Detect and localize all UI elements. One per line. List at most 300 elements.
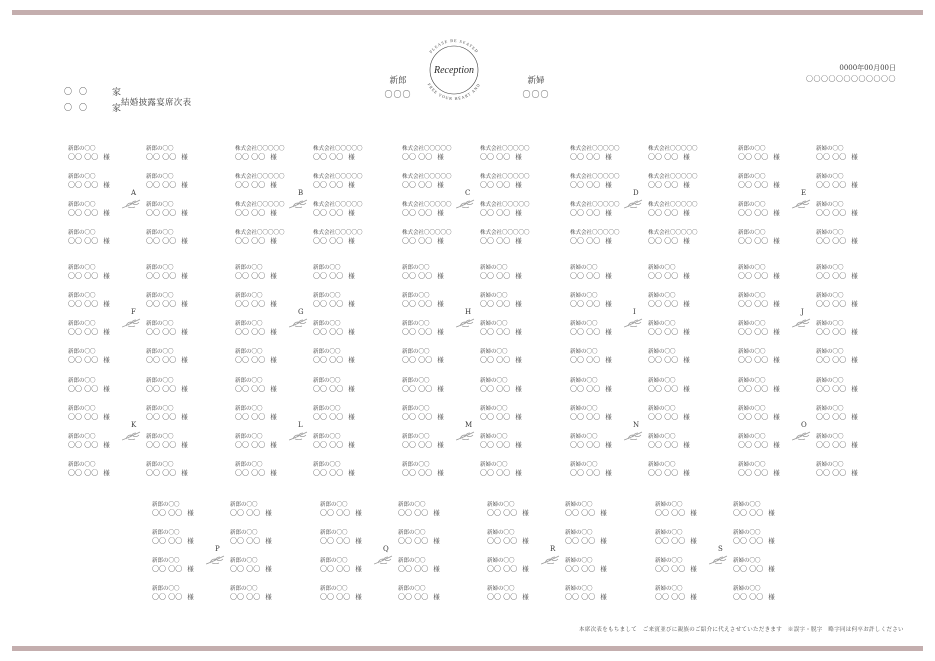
guest-seat	[68, 379, 110, 393]
guest-relation: 新郎の〇〇	[738, 230, 766, 236]
guest-relation: 新郎の〇〇	[152, 502, 180, 508]
guest-name-text: 〇〇 〇〇	[738, 440, 769, 449]
guest-seat	[655, 559, 697, 573]
guest-name-text: 〇〇 〇〇	[146, 440, 177, 449]
guest-seat	[235, 266, 277, 280]
guest-name	[570, 238, 620, 245]
guest-name-text: 〇〇 〇〇	[146, 355, 177, 364]
guest-honorific: 様	[270, 271, 277, 280]
guest-name	[146, 154, 188, 161]
guest-name-text: 〇〇 〇〇	[738, 152, 769, 161]
guest-name	[487, 538, 529, 545]
guest-name-text: 〇〇 〇〇	[230, 592, 261, 601]
groom-block	[384, 74, 412, 100]
table-label: F	[131, 308, 136, 316]
guest-seat	[398, 559, 440, 573]
guest-name	[313, 357, 355, 364]
guest-relation: 新郎の〇〇	[738, 202, 766, 208]
guest-seat	[235, 147, 285, 161]
guest-honorific: 様	[690, 508, 697, 517]
guest-seat	[402, 407, 444, 421]
guest-name	[68, 442, 110, 449]
guest-relation: 新婦の〇〇	[816, 174, 844, 180]
guest-relation: 株式会社〇〇〇〇〇	[313, 202, 363, 208]
guest-seat	[68, 435, 110, 449]
guest-relation: 新郎の〇〇	[738, 174, 766, 180]
guest-seat	[738, 203, 780, 217]
guest-relation: 新郎の〇〇	[68, 265, 96, 271]
guest-name	[68, 301, 110, 308]
guest-relation: 新郎の〇〇	[146, 406, 174, 412]
guest-seat	[480, 350, 522, 364]
guest-name	[320, 510, 362, 517]
guest-relation: 新郎の〇〇	[402, 378, 430, 384]
wedding-date: 0000年00月00日	[839, 64, 896, 72]
guest-name	[480, 329, 522, 336]
guest-seat	[655, 531, 697, 545]
guest-honorific: 様	[683, 468, 690, 477]
guest-relation: 新郎の〇〇	[146, 174, 174, 180]
guest-name	[655, 566, 697, 573]
guest-seat	[733, 531, 775, 545]
guest-name-text: 〇〇 〇〇	[398, 508, 429, 517]
guest-seat	[648, 407, 690, 421]
guest-name-text: 〇〇 〇〇	[68, 355, 99, 364]
guest-name-text: 〇〇 〇〇	[487, 564, 518, 573]
guest-honorific: 様	[265, 536, 272, 545]
guest-honorific: 様	[515, 299, 522, 308]
logo-ring-top-text: PLEASE BE SEATED	[428, 37, 480, 55]
guest-honorific: 様	[773, 355, 780, 364]
guest-relation: 新婦の〇〇	[816, 378, 844, 384]
guest-name	[570, 329, 612, 336]
guest-honorific: 様	[270, 440, 277, 449]
guest-seat	[235, 435, 277, 449]
guest-relation: 新郎の〇〇	[68, 406, 96, 412]
guest-honorific: 様	[773, 468, 780, 477]
guest-seat	[230, 559, 272, 573]
guest-name-text: 〇〇 〇〇	[152, 592, 183, 601]
guest-honorific: 様	[103, 299, 110, 308]
guest-honorific: 様	[851, 468, 858, 477]
guest-name	[487, 594, 529, 601]
table-label: L	[298, 421, 303, 429]
guest-name-text: 〇〇 〇〇	[68, 208, 99, 217]
guest-relation: 新婦の〇〇	[816, 321, 844, 327]
guest-seat	[313, 350, 355, 364]
guest-name-text: 〇〇 〇〇	[230, 564, 261, 573]
guest-honorific: 様	[437, 152, 444, 161]
guest-honorific: 様	[773, 208, 780, 217]
guest-relation: 新郎の〇〇	[398, 586, 426, 592]
guest-name	[648, 238, 698, 245]
guest-relation: 新婦の〇〇	[816, 230, 844, 236]
guest-name	[733, 538, 775, 545]
guest-name-text: 〇〇 〇〇	[480, 384, 511, 393]
footer-note: 本席次表をもちまして ご来賓並びに親族のご紹介に代えさせていただきます ※誤字・脱字 略字同は何卒お許しください	[579, 627, 904, 633]
guest-seat	[816, 350, 858, 364]
leaf-ornament-icon	[792, 431, 812, 443]
guest-seat	[480, 407, 522, 421]
guest-name	[402, 414, 444, 421]
guest-name	[230, 510, 272, 517]
guest-name-text: 〇〇 〇〇	[648, 440, 679, 449]
guest-name-text: 〇〇 〇〇	[235, 412, 266, 421]
guest-honorific: 様	[773, 299, 780, 308]
guest-name-text: 〇〇 〇〇	[816, 468, 847, 477]
guest-seat	[402, 294, 444, 308]
guest-name-text: 〇〇 〇〇	[313, 208, 344, 217]
guest-name-text: 〇〇 〇〇	[402, 327, 433, 336]
guest-name	[235, 386, 277, 393]
guest-seat	[235, 350, 277, 364]
guest-relation: 新郎の〇〇	[235, 434, 263, 440]
guest-name-text: 〇〇 〇〇	[313, 440, 344, 449]
guest-relation: 株式会社〇〇〇〇〇	[570, 202, 620, 208]
guest-name	[655, 538, 697, 545]
guest-name	[648, 470, 690, 477]
guest-name-text: 〇〇 〇〇	[402, 299, 433, 308]
table-label: N	[633, 421, 640, 429]
guest-relation: 新婦の〇〇	[565, 502, 593, 508]
guest-honorific: 様	[605, 355, 612, 364]
guest-honorific: 様	[437, 440, 444, 449]
guest-seat	[313, 266, 355, 280]
leaf-ornament-icon	[289, 318, 309, 330]
guest-seat	[816, 147, 858, 161]
guest-name-text: 〇〇 〇〇	[480, 180, 511, 189]
guest-relation: 新婦の〇〇	[480, 349, 508, 355]
table-label: K	[131, 421, 137, 429]
guest-relation: 新郎の〇〇	[398, 530, 426, 536]
guest-name-text: 〇〇 〇〇	[402, 384, 433, 393]
guest-name-text: 〇〇 〇〇	[648, 355, 679, 364]
guest-relation: 新郎の〇〇	[402, 293, 430, 299]
guest-name	[146, 470, 188, 477]
guest-relation: 株式会社〇〇〇〇〇	[235, 146, 285, 152]
guest-name	[68, 210, 110, 217]
guest-name-text: 〇〇 〇〇	[648, 271, 679, 280]
guest-relation: 新婦の〇〇	[487, 502, 515, 508]
guest-seat	[68, 322, 110, 336]
guest-name	[146, 442, 188, 449]
guest-honorific: 様	[851, 208, 858, 217]
guest-name-text: 〇〇 〇〇	[648, 208, 679, 217]
guest-name-text: 〇〇 〇〇	[816, 271, 847, 280]
guest-name-text: 〇〇 〇〇	[152, 564, 183, 573]
guest-honorific: 様	[515, 355, 522, 364]
guest-honorific: 様	[181, 299, 188, 308]
leaf-ornament-icon	[792, 199, 812, 211]
guest-name	[738, 301, 780, 308]
guest-seat	[480, 175, 530, 189]
guest-seat	[146, 435, 188, 449]
guest-seat	[816, 203, 858, 217]
guest-name	[152, 566, 194, 573]
guest-seat	[480, 435, 522, 449]
guest-name	[648, 210, 698, 217]
guest-name	[816, 442, 858, 449]
guest-honorific: 様	[851, 236, 858, 245]
guest-seat	[655, 503, 697, 517]
guest-name	[480, 357, 522, 364]
guest-name-text: 〇〇 〇〇	[648, 299, 679, 308]
guest-honorific: 様	[433, 536, 440, 545]
guest-honorific: 様	[433, 564, 440, 573]
guest-relation: 新婦の〇〇	[570, 378, 598, 384]
guest-name-text: 〇〇 〇〇	[146, 236, 177, 245]
guest-name	[570, 357, 612, 364]
guest-honorific: 様	[270, 152, 277, 161]
leaf-ornament-icon	[709, 555, 729, 567]
table-label: G	[298, 308, 304, 316]
guest-honorific: 様	[515, 468, 522, 477]
family-name: 〇〇	[64, 102, 94, 112]
guest-name-text: 〇〇 〇〇	[402, 412, 433, 421]
guest-relation: 新婦の〇〇	[480, 462, 508, 468]
guest-name	[816, 414, 858, 421]
guest-name-text: 〇〇 〇〇	[565, 564, 596, 573]
guest-seat	[146, 294, 188, 308]
guest-seat	[313, 322, 355, 336]
guest-honorific: 様	[522, 536, 529, 545]
guest-honorific: 様	[437, 299, 444, 308]
guest-name	[738, 357, 780, 364]
guest-honorific: 様	[768, 592, 775, 601]
guest-name-text: 〇〇 〇〇	[230, 536, 261, 545]
guest-seat	[565, 559, 607, 573]
guest-seat	[648, 231, 698, 245]
guest-honorific: 様	[181, 468, 188, 477]
guest-name	[313, 442, 355, 449]
guest-honorific: 様	[773, 384, 780, 393]
guest-name	[402, 273, 444, 280]
guest-name-text: 〇〇 〇〇	[313, 152, 344, 161]
guest-honorific: 様	[181, 327, 188, 336]
guest-name	[402, 210, 452, 217]
guest-relation: 新婦の〇〇	[738, 265, 766, 271]
family-names	[64, 83, 121, 115]
guest-honorific: 様	[181, 236, 188, 245]
leaf-ornament-icon	[792, 318, 812, 330]
guest-name-text: 〇〇 〇〇	[235, 299, 266, 308]
guest-name	[648, 154, 698, 161]
guest-seat	[565, 531, 607, 545]
guest-honorific: 様	[605, 327, 612, 336]
guest-name	[68, 182, 110, 189]
top-border-bar	[12, 10, 923, 15]
bride-name: 〇〇〇	[522, 90, 550, 99]
guest-name-text: 〇〇 〇〇	[68, 152, 99, 161]
guest-name-text: 〇〇 〇〇	[235, 152, 266, 161]
guest-name-text: 〇〇 〇〇	[738, 355, 769, 364]
guest-relation: 株式会社〇〇〇〇〇	[648, 146, 698, 152]
family-suffix: 家	[112, 103, 122, 114]
guest-name-text: 〇〇 〇〇	[320, 564, 351, 573]
guest-name-text: 〇〇 〇〇	[68, 271, 99, 280]
leaf-ornament-icon	[122, 318, 142, 330]
guest-honorific: 様	[348, 468, 355, 477]
guest-name-text: 〇〇 〇〇	[402, 355, 433, 364]
guest-seat	[816, 266, 858, 280]
guest-relation: 新婦の〇〇	[816, 434, 844, 440]
guest-relation: 株式会社〇〇〇〇〇	[570, 230, 620, 236]
guest-relation: 新郎の〇〇	[235, 378, 263, 384]
guest-name-text: 〇〇 〇〇	[733, 508, 764, 517]
guest-honorific: 様	[683, 236, 690, 245]
guest-name-text: 〇〇 〇〇	[733, 536, 764, 545]
leaf-ornament-icon	[456, 199, 476, 211]
guest-honorific: 様	[187, 536, 194, 545]
guest-honorific: 様	[348, 271, 355, 280]
guest-seat	[68, 231, 110, 245]
guest-seat	[570, 350, 612, 364]
guest-honorific: 様	[600, 536, 607, 545]
guest-relation: 新郎の〇〇	[313, 434, 341, 440]
guest-relation: 新郎の〇〇	[68, 293, 96, 299]
table-label: E	[801, 189, 807, 197]
guest-relation: 株式会社〇〇〇〇〇	[480, 202, 530, 208]
guest-honorific: 様	[683, 384, 690, 393]
guest-name	[68, 238, 110, 245]
guest-name	[570, 414, 612, 421]
guest-name	[398, 594, 440, 601]
guest-seat	[402, 379, 444, 393]
guest-seat	[146, 463, 188, 477]
guest-seat	[570, 407, 612, 421]
guest-honorific: 様	[683, 208, 690, 217]
guest-honorific: 様	[773, 440, 780, 449]
guest-name-text: 〇〇 〇〇	[480, 271, 511, 280]
guest-seat	[235, 203, 285, 217]
guest-relation: 株式会社〇〇〇〇〇	[648, 230, 698, 236]
guest-seat	[152, 503, 194, 517]
guest-honorific: 様	[348, 412, 355, 421]
guest-honorific: 様	[103, 440, 110, 449]
guest-seat	[738, 147, 780, 161]
guest-name	[235, 301, 277, 308]
guest-name-text: 〇〇 〇〇	[402, 468, 433, 477]
guest-name-text: 〇〇 〇〇	[816, 236, 847, 245]
guest-relation: 新婦の〇〇	[738, 378, 766, 384]
guest-name-text: 〇〇 〇〇	[235, 271, 266, 280]
guest-relation: 新郎の〇〇	[313, 462, 341, 468]
guest-seat	[816, 322, 858, 336]
guest-relation: 新婦の〇〇	[565, 586, 593, 592]
guest-seat	[146, 350, 188, 364]
guest-relation: 新婦の〇〇	[487, 586, 515, 592]
guest-relation: 株式会社〇〇〇〇〇	[570, 174, 620, 180]
guest-name	[738, 182, 780, 189]
bride-label: 新婦	[527, 76, 545, 86]
guest-seat	[68, 294, 110, 308]
guest-name-text: 〇〇 〇〇	[480, 440, 511, 449]
guest-name-text: 〇〇 〇〇	[68, 236, 99, 245]
guest-seat	[68, 203, 110, 217]
guest-name-text: 〇〇 〇〇	[648, 152, 679, 161]
guest-honorific: 様	[851, 355, 858, 364]
table-label: R	[550, 545, 556, 553]
guest-name-text: 〇〇 〇〇	[480, 152, 511, 161]
guest-relation: 新婦の〇〇	[738, 349, 766, 355]
guest-seat	[480, 322, 522, 336]
guest-relation: 新郎の〇〇	[146, 230, 174, 236]
guest-seat	[68, 266, 110, 280]
guest-honorific: 様	[773, 236, 780, 245]
date-venue	[806, 63, 896, 84]
guest-name-text: 〇〇 〇〇	[68, 384, 99, 393]
guest-name-text: 〇〇 〇〇	[398, 536, 429, 545]
table-label: B	[298, 189, 304, 197]
guest-seat	[320, 531, 362, 545]
guest-name	[152, 510, 194, 517]
guest-name-text: 〇〇 〇〇	[230, 508, 261, 517]
guest-name-text: 〇〇 〇〇	[313, 327, 344, 336]
guest-relation: 株式会社〇〇〇〇〇	[313, 146, 363, 152]
guest-name	[68, 273, 110, 280]
guest-name-text: 〇〇 〇〇	[738, 236, 769, 245]
guest-relation: 新婦の〇〇	[655, 502, 683, 508]
guest-name-text: 〇〇 〇〇	[146, 384, 177, 393]
guest-name-text: 〇〇 〇〇	[816, 384, 847, 393]
guest-seat	[68, 407, 110, 421]
guest-relation: 新婦の〇〇	[816, 146, 844, 152]
guest-seat	[235, 231, 285, 245]
guest-relation: 株式会社〇〇〇〇〇	[648, 174, 698, 180]
guest-name	[648, 442, 690, 449]
guest-name	[816, 386, 858, 393]
guest-relation: 新婦の〇〇	[648, 265, 676, 271]
guest-honorific: 様	[683, 299, 690, 308]
guest-relation: 株式会社〇〇〇〇〇	[235, 230, 285, 236]
guest-honorific: 様	[605, 208, 612, 217]
guest-name	[402, 386, 444, 393]
guest-honorific: 様	[515, 271, 522, 280]
guest-honorific: 様	[265, 592, 272, 601]
guest-relation: 新婦の〇〇	[816, 265, 844, 271]
guest-relation: 新郎の〇〇	[320, 586, 348, 592]
table-label: H	[465, 308, 472, 316]
guest-seat	[235, 322, 277, 336]
guest-relation: 新郎の〇〇	[146, 462, 174, 468]
guest-name-text: 〇〇 〇〇	[570, 271, 601, 280]
guest-name-text: 〇〇 〇〇	[738, 384, 769, 393]
guest-relation: 新婦の〇〇	[570, 434, 598, 440]
guest-name-text: 〇〇 〇〇	[313, 355, 344, 364]
guest-name-text: 〇〇 〇〇	[738, 412, 769, 421]
guest-name-text: 〇〇 〇〇	[648, 236, 679, 245]
guest-honorific: 様	[270, 468, 277, 477]
guest-seat	[816, 294, 858, 308]
guest-seat	[313, 203, 363, 217]
guest-name-text: 〇〇 〇〇	[738, 271, 769, 280]
guest-seat	[313, 175, 363, 189]
guest-relation: 新婦の〇〇	[648, 462, 676, 468]
guest-relation: 新婦の〇〇	[648, 406, 676, 412]
guest-relation: 新婦の〇〇	[480, 293, 508, 299]
guest-honorific: 様	[773, 152, 780, 161]
guest-name-text: 〇〇 〇〇	[648, 468, 679, 477]
guest-relation: 新郎の〇〇	[146, 434, 174, 440]
guest-seat	[313, 147, 363, 161]
guest-honorific: 様	[103, 208, 110, 217]
guest-name-text: 〇〇 〇〇	[816, 355, 847, 364]
guest-name	[146, 329, 188, 336]
guest-name-text: 〇〇 〇〇	[146, 412, 177, 421]
guest-relation: 新婦の〇〇	[480, 434, 508, 440]
guest-name	[480, 442, 522, 449]
guest-name-text: 〇〇 〇〇	[235, 355, 266, 364]
